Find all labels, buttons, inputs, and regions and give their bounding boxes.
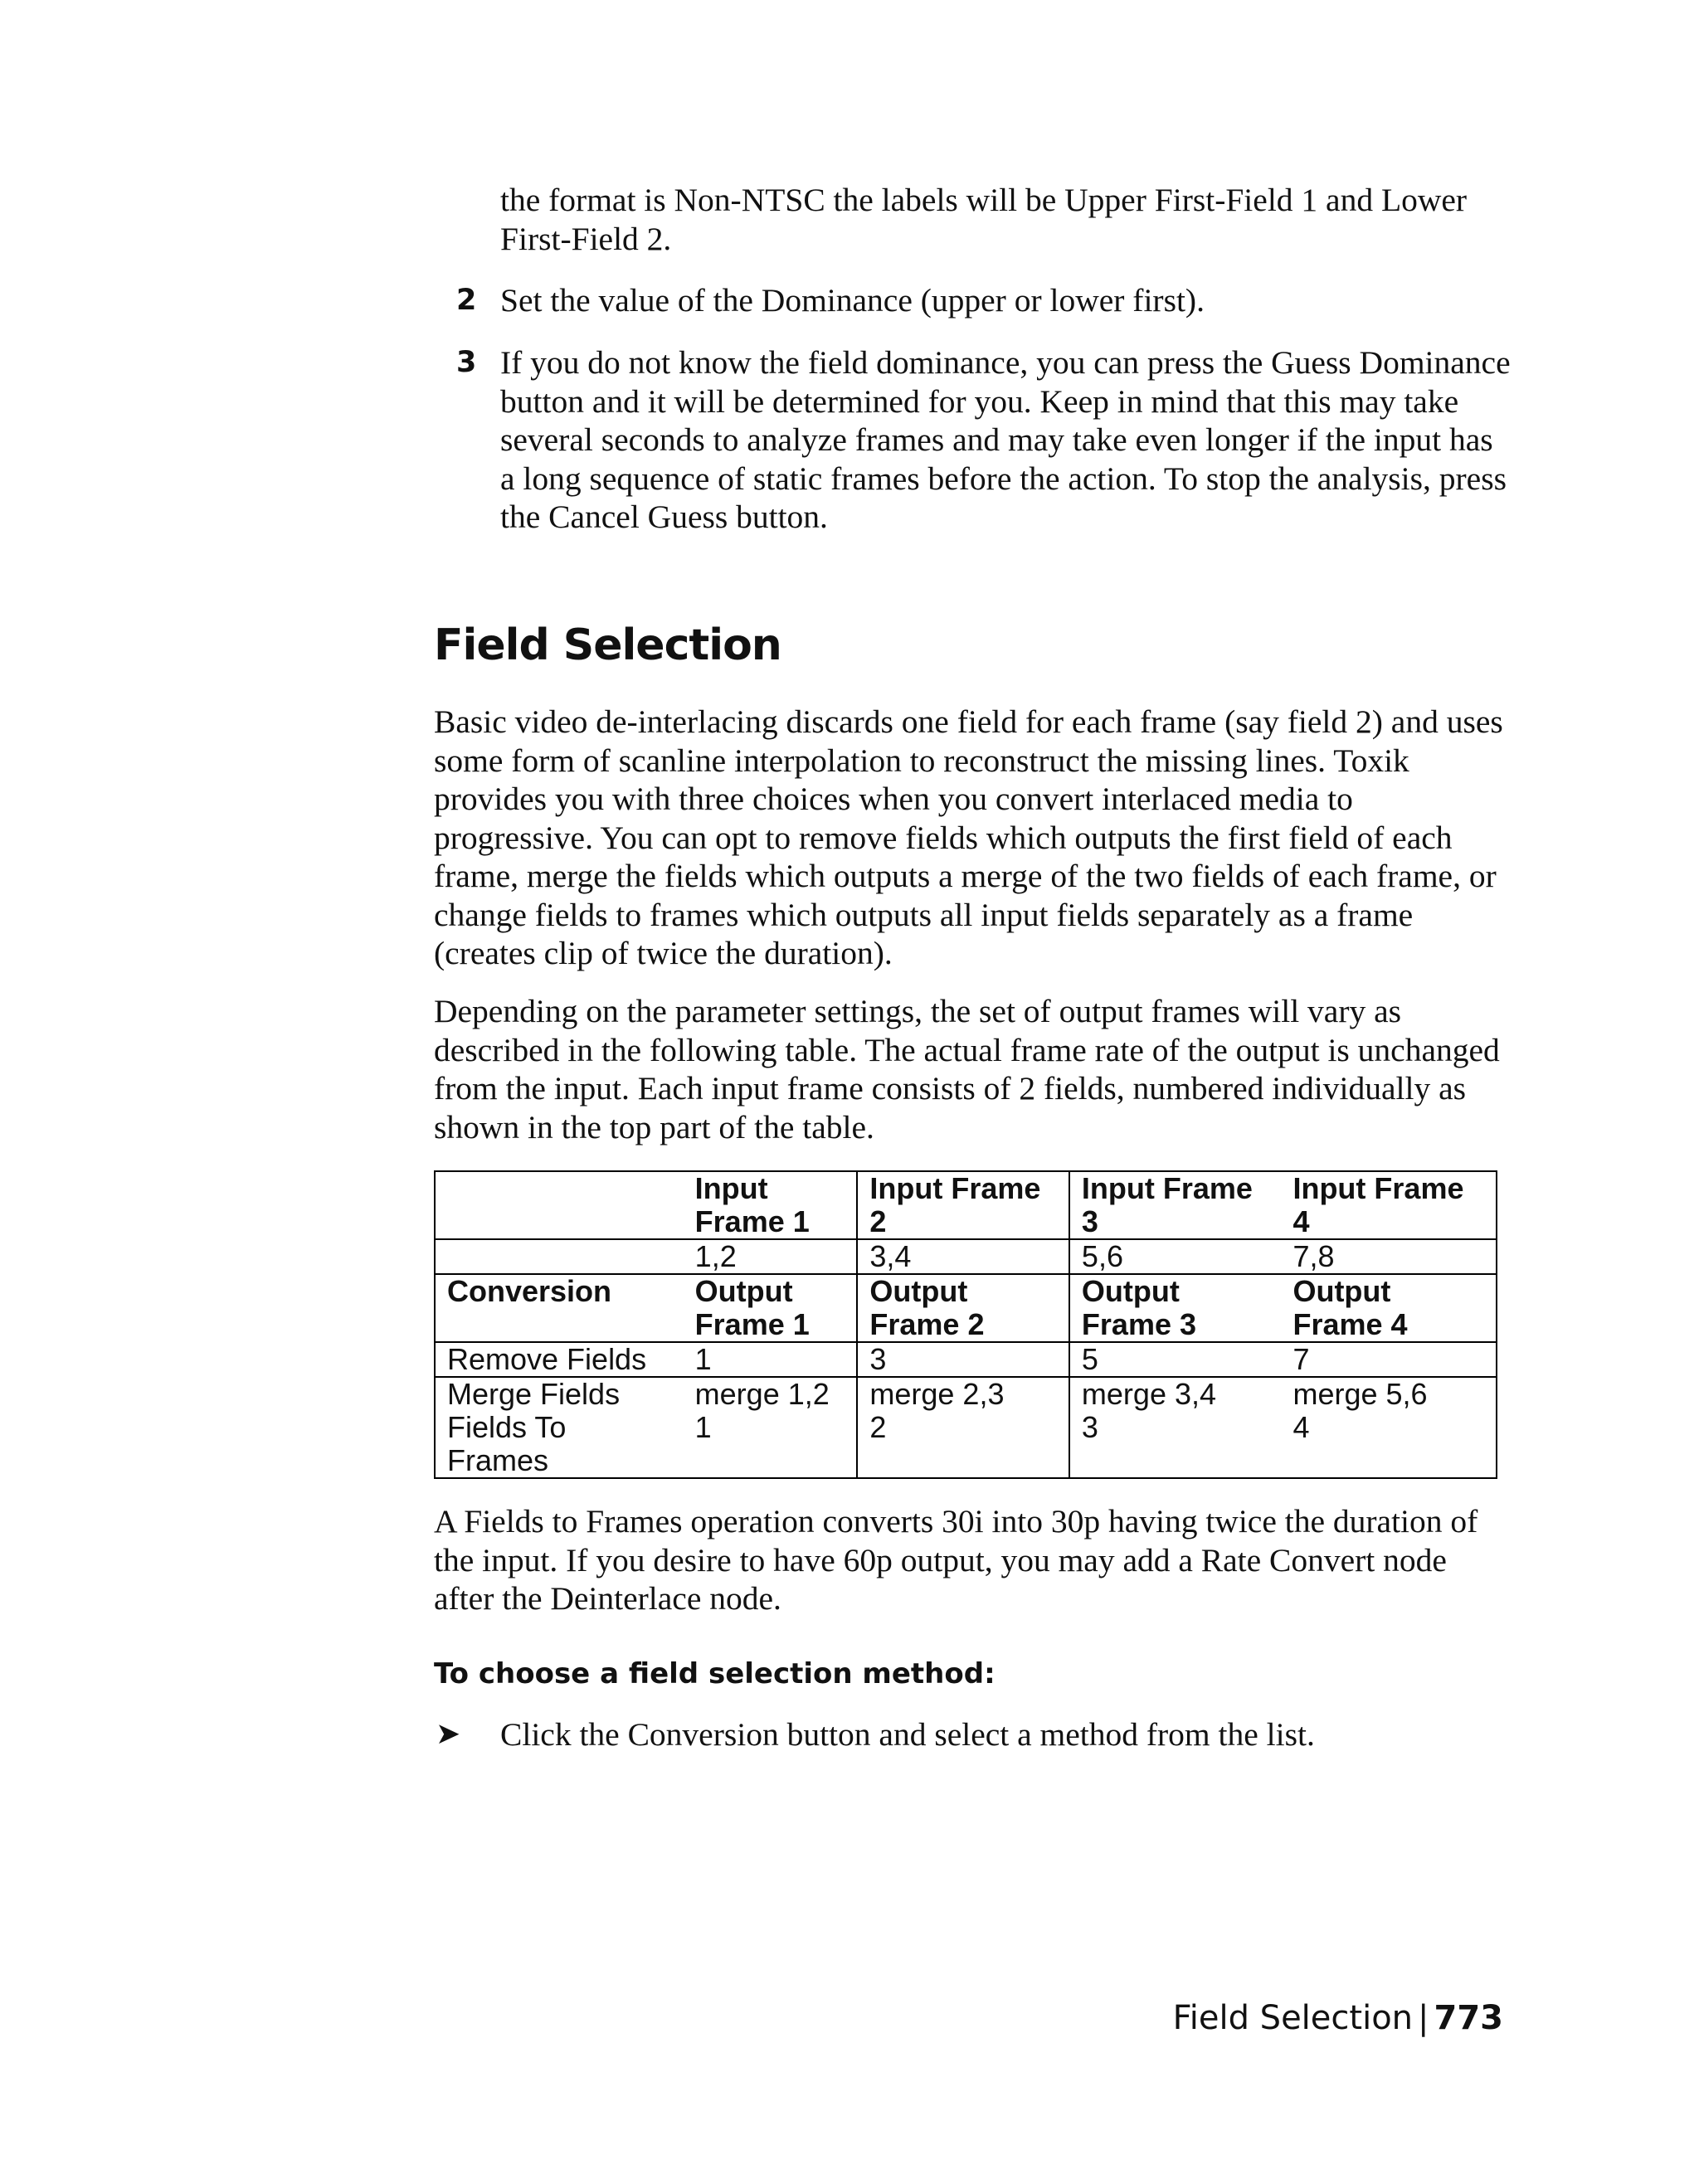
- step-text: If you do not know the field dominance, you can press the Guess Dominance button and it will be determined for you. Keep in mind that this may take several seconds to analyze frames and may take even longer if the input has a long sequence of static frames before the action. To stop the analysis, press the Cancel Guess button.: [500, 344, 1511, 535]
- body-paragraph-2: Depending on the parameter settings, the set of output frames will vary as described in the following table. The actual frame rate of the output is unchanged from the input. Each input frame consists of 2 fields, numbered individually as shown in the top part of the table.: [434, 993, 1500, 1146]
- body-paragraph-1: Basic video de-interlacing discards one field for each frame (say field 2) and uses some form of scanline interpolation to reconstruct the missing lines. Toxik provides you with three choices when you convert interlaced media to progressive. You can opt to remove fields which outputs the first field of each frame, merge the fields which outputs a merge of the two fields of each frame, or change fields to frames which outputs all input fields separately as a frame (creates clip of twice the duration).: [434, 703, 1503, 971]
- table-header-cell: Output Frame 2: [857, 1274, 1069, 1342]
- table-cell: merge 2,3: [857, 1377, 1069, 1411]
- table-cell: merge 5,6: [1281, 1377, 1497, 1411]
- page-number: 773: [1434, 1999, 1503, 2037]
- table-header-cell: Input Frame 4: [1281, 1171, 1497, 1239]
- section-heading: Field Selection: [434, 620, 781, 670]
- table-header-cell: Output Frame 4: [1281, 1274, 1497, 1342]
- field-selection-table: [434, 1170, 1497, 1479]
- table-cell: merge 3,4: [1069, 1377, 1282, 1411]
- table-row: [435, 1239, 1497, 1274]
- table-cell: 5: [1069, 1342, 1282, 1377]
- table-row-label: Remove Fields: [435, 1342, 684, 1377]
- table-cell: [435, 1239, 684, 1274]
- table-cell: 3,4: [857, 1239, 1069, 1274]
- footer-section-title: Field Selection: [1172, 1999, 1414, 2037]
- table-cell: merge 1,2: [684, 1377, 858, 1411]
- table-cell: 7: [1281, 1342, 1497, 1377]
- table-cell: 1: [684, 1342, 858, 1377]
- body-paragraph-3: A Fields to Frames operation converts 30i into 30p having twice the duration of the input. If you desire to have 60p output, you may add a Rate Convert node after the Deinterlace node.: [434, 1503, 1478, 1617]
- table-header-cell: Output Frame 3: [1069, 1274, 1282, 1342]
- arrow-bullet-icon: ➤: [436, 1717, 461, 1751]
- step-number: 3: [456, 346, 477, 379]
- table-header-cell: Input Frame 2: [857, 1171, 1069, 1239]
- table-cell: 3: [1069, 1411, 1282, 1478]
- table-header-cell: Input Frame 3: [1069, 1171, 1282, 1239]
- table-row: [435, 1274, 1497, 1342]
- table-header-cell: Output Frame 1: [684, 1274, 858, 1342]
- step-number: 2: [456, 284, 477, 317]
- procedure-step-text: Click the Conversion button and select a method from the list.: [500, 1716, 1315, 1753]
- table-row: [435, 1411, 1497, 1478]
- table-cell: 1,2: [684, 1239, 858, 1274]
- continuation-text: the format is Non-NTSC the labels will be Upper First-Field 1 and Lower First-Field 2.: [500, 182, 1468, 257]
- table-row: [435, 1342, 1497, 1377]
- table-cell: 5,6: [1069, 1239, 1282, 1274]
- table-row-label: Fields To Frames: [435, 1411, 684, 1478]
- table-header-cell: Conversion: [435, 1274, 684, 1342]
- table-header-cell: Input Frame 1: [684, 1171, 858, 1239]
- table-cell: 1: [684, 1411, 858, 1478]
- table-cell: 7,8: [1281, 1239, 1497, 1274]
- procedure-title: To choose a field selection method:: [434, 1657, 996, 1690]
- table-cell: 4: [1281, 1411, 1497, 1478]
- table-row: [435, 1171, 1497, 1239]
- step-text: Set the value of the Dominance (upper or lower first).: [500, 282, 1205, 319]
- table-cell: [435, 1171, 684, 1239]
- table-row-label: Merge Fields: [435, 1377, 684, 1411]
- footer-separator: |: [1418, 1999, 1429, 2037]
- table-cell: 2: [857, 1411, 1069, 1478]
- table-row: [435, 1377, 1497, 1411]
- page-footer: [1173, 1999, 1503, 2037]
- table-cell: 3: [857, 1342, 1069, 1377]
